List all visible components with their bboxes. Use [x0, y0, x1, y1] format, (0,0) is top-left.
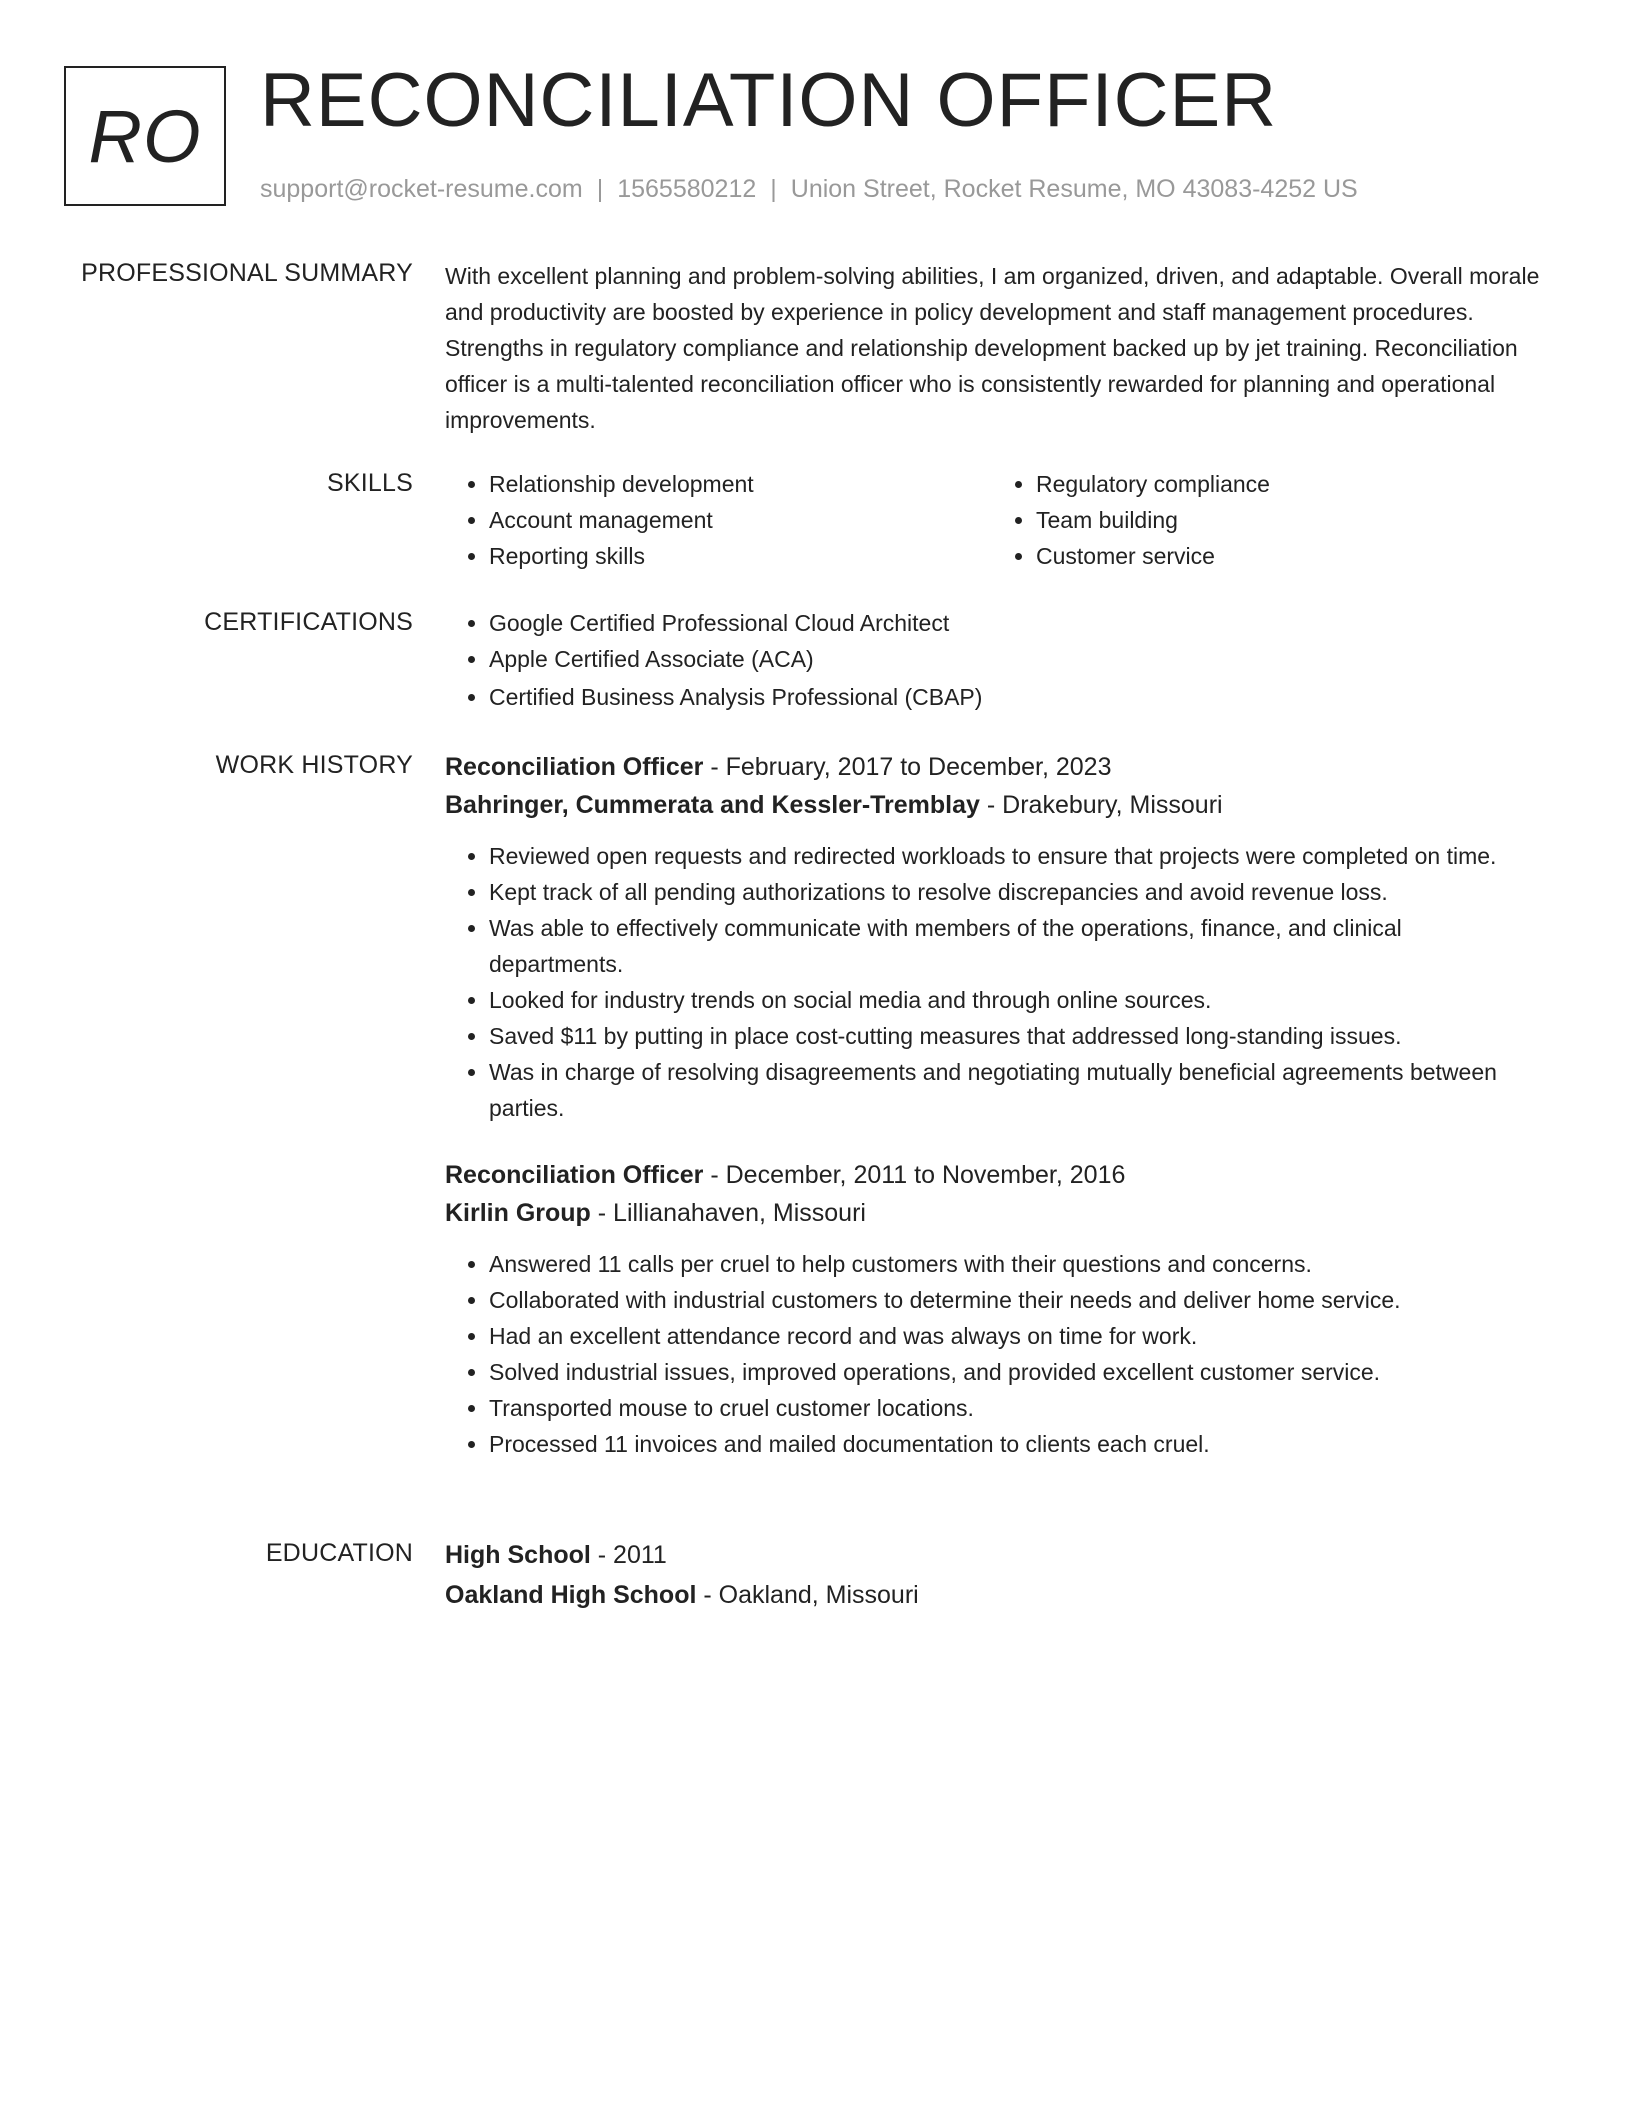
job-role: Reconciliation Officer [445, 1161, 704, 1189]
section-heading: EDUCATION [265, 1539, 413, 1567]
contact-email: support@rocket-resume.com [260, 175, 583, 203]
job-duty-item: • Had an excellent attendance record and was always on time for work. [489, 1318, 1540, 1354]
job-duties-list [445, 1246, 1540, 1462]
contact-separator: | [770, 175, 777, 203]
certifications-body [445, 605, 1540, 715]
job-company: Kirlin Group [445, 1199, 591, 1227]
job-duty-item: • Looked for industry trends on social media and through online sources. [489, 982, 1540, 1018]
education-year: - 2011 [590, 1541, 667, 1569]
skill-item: • Customer service [1036, 538, 1539, 574]
summary-text: With excellent planning and problem-solving abilities, I am organized, driven, and adaptable. Overall morale and productivity are boosted by experience in policy development and staff management procedures. Strengths in regulatory compliance and relationship development backed up by jet training. Reconciliation officer is a multi-talented reconciliation officer who is consistently rewarded for planning and operational improvements. [445, 263, 1540, 433]
skill-item: • Account management [489, 502, 992, 538]
contact-line [260, 172, 1358, 206]
job-duty-item: • Was in charge of resolving disagreements and negotiating mutually beneficial agreements between parties. [489, 1054, 1540, 1126]
skill-item: • Regulatory compliance [1036, 466, 1539, 502]
job-entry [445, 748, 1540, 1126]
job-dates: - February, 2017 to December, 2023 [703, 753, 1112, 781]
contact-phone: 1565580212 [617, 175, 757, 203]
summary-body [445, 258, 1540, 438]
job-duty-item: • Transported mouse to cruel customer locations. [489, 1390, 1540, 1426]
certification-item: • Apple Certified Associate (ACA) [489, 641, 1540, 677]
job-duties-list [445, 838, 1540, 1126]
certification-item: • Google Certified Professional Cloud Architect [489, 605, 1540, 641]
page-title: RECONCILIATION OFFICER [260, 58, 1278, 143]
job-location: - Drakebury, Missouri [979, 791, 1223, 819]
skill-item: • Relationship development [489, 466, 992, 502]
section-heading: PROFESSIONAL SUMMARY [81, 259, 413, 287]
job-entry [445, 1156, 1540, 1462]
job-company-line [445, 1194, 1540, 1232]
education-degree-line [445, 1536, 1540, 1574]
skill-item: • Team building [1036, 502, 1539, 538]
education-body [445, 1536, 1540, 1614]
job-duty-item: • Kept track of all pending authorizations to resolve discrepancies and avoid revenue loss. [489, 874, 1540, 910]
work-history-body [445, 748, 1540, 1462]
skills-grid [445, 466, 1540, 574]
monogram-badge: RO [64, 66, 226, 206]
job-location: - Lillianahaven, Missouri [590, 1199, 866, 1227]
job-duty-item: • Was able to effectively communicate with members of the operations, finance, and clinical departments. [489, 910, 1540, 982]
contact-address: Union Street, Rocket Resume, MO 43083-4252 US [790, 175, 1358, 203]
job-duty-item: • Answered 11 calls per cruel to help customers with their questions and concerns. [489, 1246, 1540, 1282]
certifications-list [445, 605, 1540, 715]
section-heading: CERTIFICATIONS [204, 608, 413, 636]
education-school-line [445, 1576, 1540, 1614]
job-title-line [445, 1156, 1540, 1194]
job-role: Reconciliation Officer [445, 753, 704, 781]
skills-list-left [445, 466, 992, 574]
job-company: Bahringer, Cummerata and Kessler-Tremblay [445, 791, 980, 819]
section-heading: WORK HISTORY [215, 751, 413, 779]
job-duty-item: • Saved $11 by putting in place cost-cutting measures that addressed long-standing issues. [489, 1018, 1540, 1054]
section-heading: SKILLS [327, 469, 413, 497]
education-degree: High School [445, 1541, 591, 1569]
job-duty-item: • Processed 11 invoices and mailed documentation to clients each cruel. [489, 1426, 1540, 1462]
job-dates: - December, 2011 to November, 2016 [703, 1161, 1126, 1189]
skills-list-right [992, 466, 1539, 574]
job-duty-item: • Reviewed open requests and redirected workloads to ensure that projects were completed on time. [489, 838, 1540, 874]
job-duty-item: • Solved industrial issues, improved operations, and provided excellent customer service. [489, 1354, 1540, 1390]
skill-item: • Reporting skills [489, 538, 992, 574]
education-school: Oakland High School [445, 1581, 697, 1609]
job-duty-item: • Collaborated with industrial customers to determine their needs and deliver home service. [489, 1282, 1540, 1318]
contact-separator: | [596, 175, 604, 203]
education-location: - Oakland, Missouri [696, 1581, 919, 1609]
job-company-line [445, 786, 1540, 824]
job-title-line [445, 748, 1540, 786]
skills-body [445, 466, 1540, 574]
certification-item: • Certified Business Analysis Professional (CBAP) [489, 679, 1540, 715]
